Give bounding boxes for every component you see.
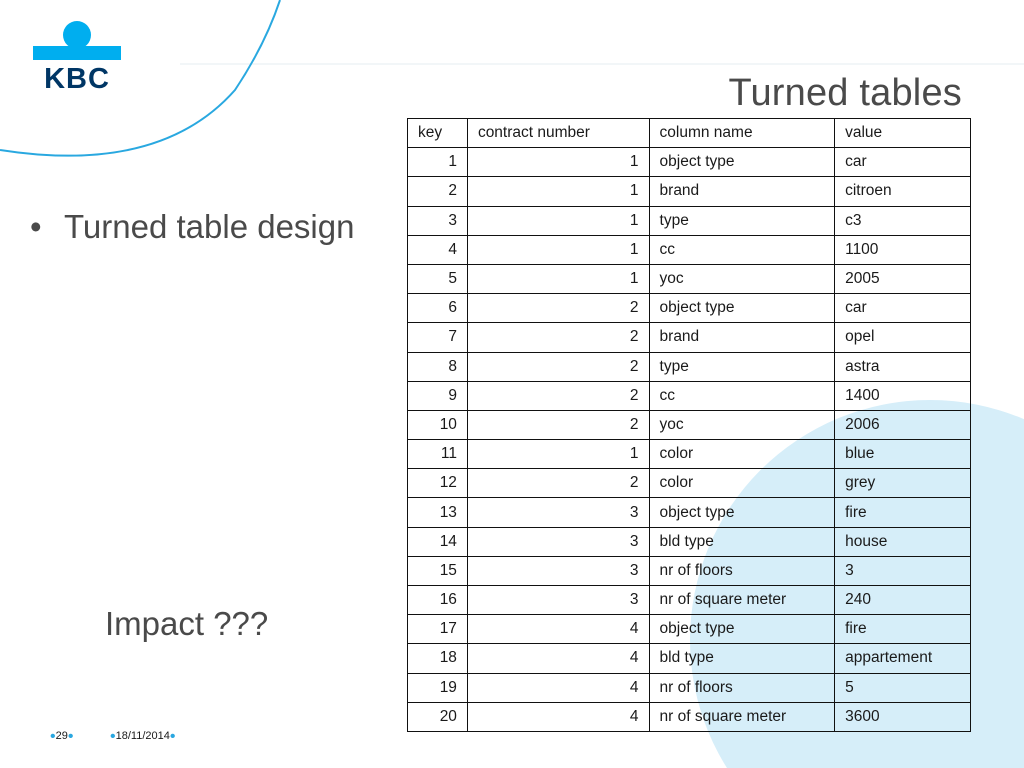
cell-value: c3 — [835, 206, 971, 235]
cell-contract-number: 2 — [467, 294, 649, 323]
cell-contract-number: 4 — [467, 673, 649, 702]
cell-column-name: yoc — [649, 410, 835, 439]
turned-table — [407, 118, 971, 732]
cell-value: blue — [835, 440, 971, 469]
cell-column-name: object type — [649, 615, 835, 644]
table-row — [408, 556, 971, 585]
cell-key: 12 — [408, 469, 468, 498]
cell-contract-number: 2 — [467, 469, 649, 498]
header-key: key — [408, 119, 468, 148]
cell-value: 3600 — [835, 702, 971, 731]
cell-contract-number: 3 — [467, 586, 649, 615]
cell-key: 16 — [408, 586, 468, 615]
cell-value: car — [835, 148, 971, 177]
cell-key: 6 — [408, 294, 468, 323]
cell-contract-number: 2 — [467, 323, 649, 352]
cell-column-name: bld type — [649, 644, 835, 673]
impact-text: Impact ??? — [105, 605, 269, 642]
cell-key: 4 — [408, 235, 468, 264]
cell-value: 2005 — [835, 264, 971, 293]
cell-contract-number: 2 — [467, 410, 649, 439]
header-contract-number: contract number — [467, 119, 649, 148]
cell-value: 5 — [835, 673, 971, 702]
table-row — [408, 440, 971, 469]
footer-dot-icon: • — [50, 728, 56, 745]
table-header-row — [408, 119, 971, 148]
cell-key: 2 — [408, 177, 468, 206]
cell-key: 3 — [408, 206, 468, 235]
cell-value: 2006 — [835, 410, 971, 439]
table-row — [408, 235, 971, 264]
cell-value: fire — [835, 615, 971, 644]
cell-key: 10 — [408, 410, 468, 439]
cell-column-name: color — [649, 469, 835, 498]
footer-dot-icon: • — [67, 728, 74, 745]
cell-column-name: bld type — [649, 527, 835, 556]
cell-contract-number: 1 — [467, 264, 649, 293]
cell-column-name: cc — [649, 381, 835, 410]
table-row — [408, 264, 971, 293]
cell-key: 15 — [408, 556, 468, 585]
cell-value: grey — [835, 469, 971, 498]
cell-contract-number: 3 — [467, 498, 649, 527]
footer-date — [110, 728, 175, 746]
cell-key: 19 — [408, 673, 468, 702]
table-row — [408, 702, 971, 731]
table-row — [408, 148, 971, 177]
table-row — [408, 294, 971, 323]
cell-column-name: object type — [649, 294, 835, 323]
cell-contract-number: 4 — [467, 615, 649, 644]
header-value: value — [835, 119, 971, 148]
logo-head-icon — [63, 21, 91, 49]
cell-contract-number: 4 — [467, 702, 649, 731]
cell-column-name: type — [649, 352, 835, 381]
cell-contract-number: 2 — [467, 352, 649, 381]
cell-value: car — [835, 294, 971, 323]
table-row — [408, 206, 971, 235]
cell-key: 14 — [408, 527, 468, 556]
table-row — [408, 381, 971, 410]
logo-text: KBC — [44, 63, 110, 95]
cell-contract-number: 1 — [467, 206, 649, 235]
kbc-logo — [33, 21, 121, 95]
table-row — [408, 498, 971, 527]
cell-key: 9 — [408, 381, 468, 410]
cell-contract-number: 1 — [467, 440, 649, 469]
cell-column-name: nr of square meter — [649, 586, 835, 615]
cell-column-name: object type — [649, 148, 835, 177]
cell-column-name: nr of floors — [649, 556, 835, 585]
table-row — [408, 323, 971, 352]
date-text: 18/11/2014 — [115, 730, 170, 742]
cell-value: citroen — [835, 177, 971, 206]
cell-contract-number: 1 — [467, 148, 649, 177]
cell-value: fire — [835, 498, 971, 527]
footer-dot-icon: • — [110, 728, 116, 745]
table-row — [408, 673, 971, 702]
cell-value: 3 — [835, 556, 971, 585]
decorative-arc — [0, 0, 280, 156]
bullet-item — [30, 208, 354, 246]
header-column-name: column name — [649, 119, 835, 148]
table-row — [408, 469, 971, 498]
cell-value: 1400 — [835, 381, 971, 410]
cell-value: appartement — [835, 644, 971, 673]
cell-key: 11 — [408, 440, 468, 469]
table-row — [408, 586, 971, 615]
footer-page — [50, 728, 73, 746]
cell-column-name: brand — [649, 323, 835, 352]
cell-key: 20 — [408, 702, 468, 731]
cell-value: house — [835, 527, 971, 556]
cell-contract-number: 1 — [467, 235, 649, 264]
cell-column-name: cc — [649, 235, 835, 264]
slide-title: Turned tables — [728, 72, 962, 114]
table-body — [408, 148, 971, 732]
cell-contract-number: 2 — [467, 381, 649, 410]
table-row — [408, 644, 971, 673]
cell-value: astra — [835, 352, 971, 381]
cell-contract-number: 3 — [467, 527, 649, 556]
cell-contract-number: 1 — [467, 177, 649, 206]
cell-column-name: nr of square meter — [649, 702, 835, 731]
cell-column-name: nr of floors — [649, 673, 835, 702]
bullet-text: Turned table design — [64, 208, 355, 245]
cell-column-name: brand — [649, 177, 835, 206]
table-row — [408, 177, 971, 206]
cell-value: opel — [835, 323, 971, 352]
cell-key: 5 — [408, 264, 468, 293]
table-row — [408, 352, 971, 381]
bullet-icon: • — [30, 208, 42, 245]
cell-contract-number: 4 — [467, 644, 649, 673]
page-number: 29 — [55, 730, 68, 742]
table-row — [408, 410, 971, 439]
table-row — [408, 615, 971, 644]
cell-value: 1100 — [835, 235, 971, 264]
cell-key: 1 — [408, 148, 468, 177]
cell-key: 8 — [408, 352, 468, 381]
cell-column-name: object type — [649, 498, 835, 527]
cell-key: 18 — [408, 644, 468, 673]
table-row — [408, 527, 971, 556]
cell-contract-number: 3 — [467, 556, 649, 585]
cell-column-name: yoc — [649, 264, 835, 293]
cell-key: 17 — [408, 615, 468, 644]
cell-value: 240 — [835, 586, 971, 615]
footer-dot-icon: • — [169, 728, 176, 745]
cell-column-name: type — [649, 206, 835, 235]
cell-key: 13 — [408, 498, 468, 527]
cell-key: 7 — [408, 323, 468, 352]
cell-column-name: color — [649, 440, 835, 469]
logo-body-icon — [33, 46, 121, 60]
